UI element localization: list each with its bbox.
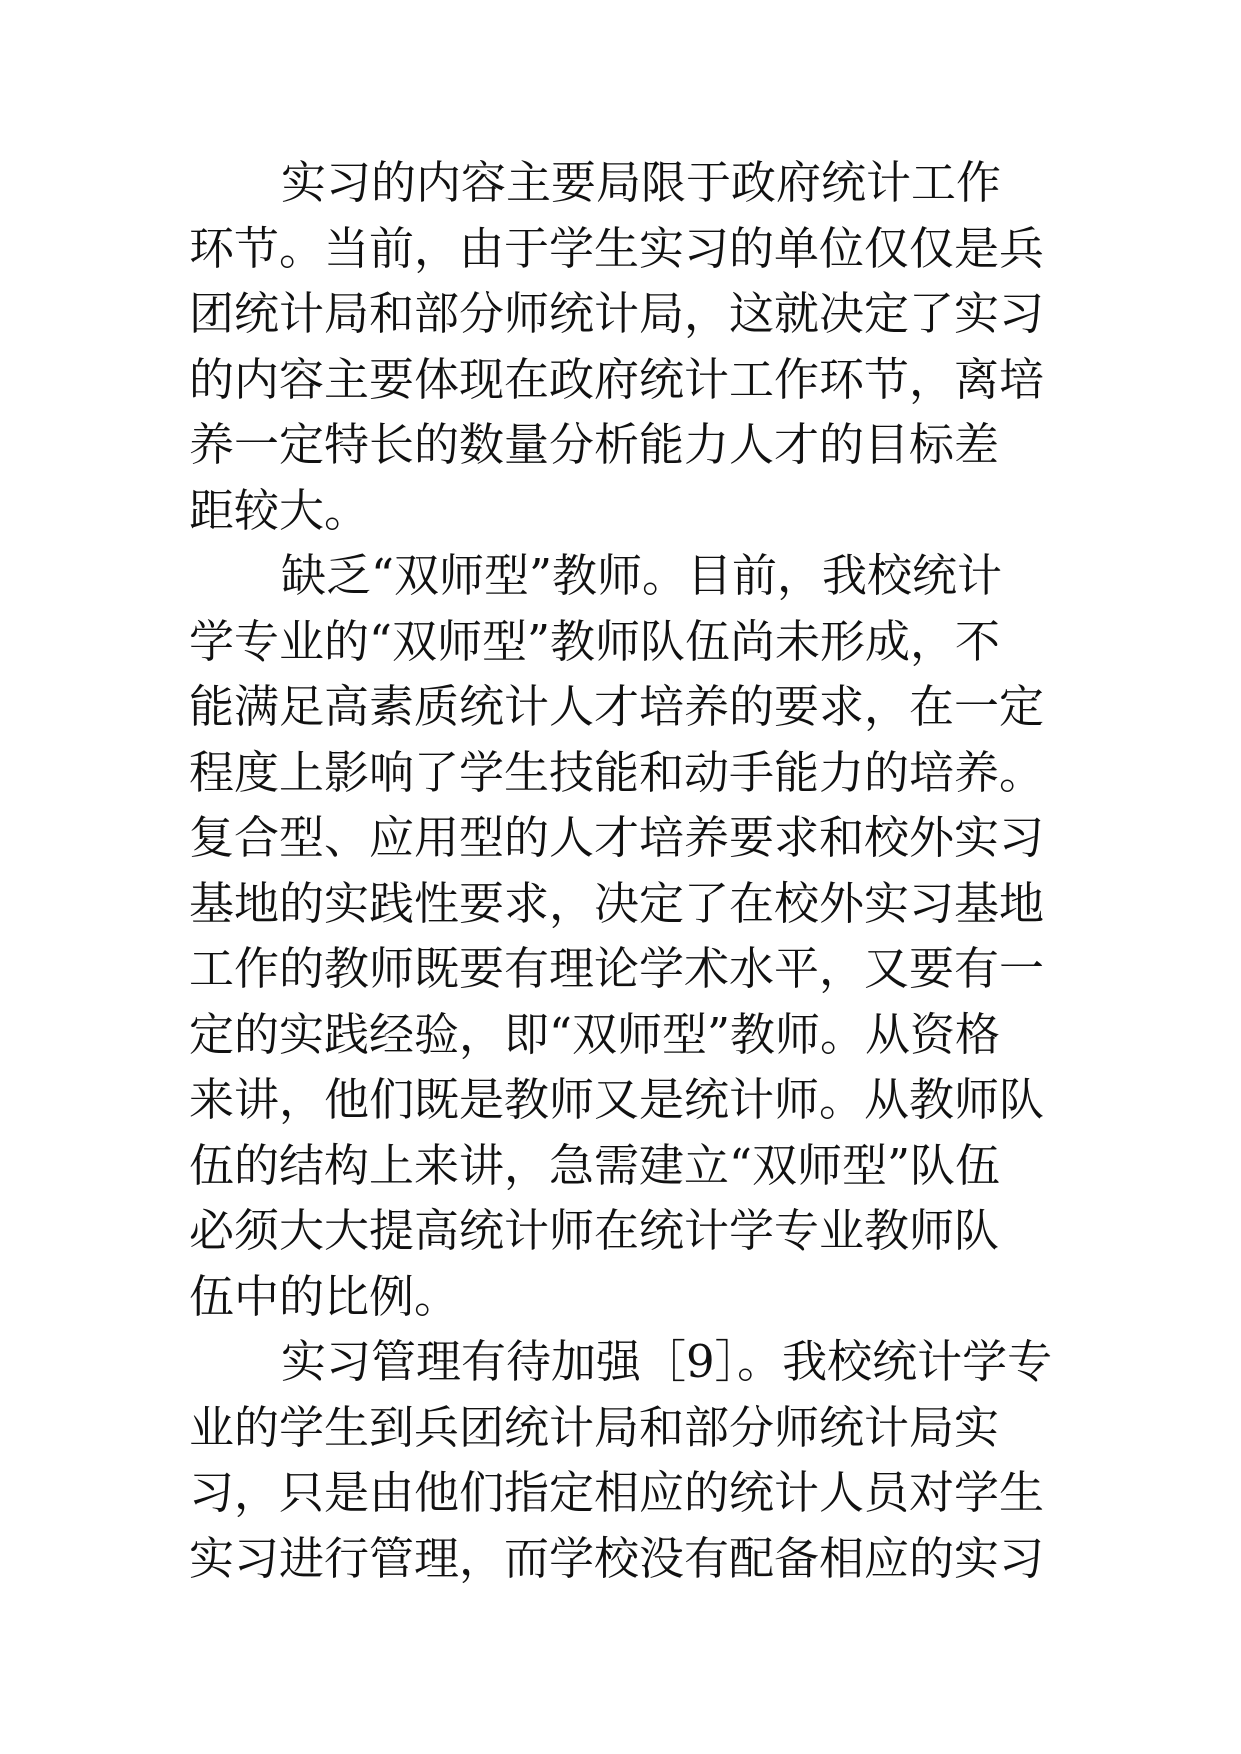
paragraph-2-line-5: 复合型、应用型的人才培养要求和校外实习 [189,811,1045,864]
paragraph-1-line-1: 实习的内容主要局限于政府统计工作 [281,156,1002,209]
paragraph-2-line-6: 基地的实践性要求，决定了在校外实习基地 [189,876,1045,930]
paragraph-2-line-1: 缺乏“双师型”教师。目前，我校统计 [281,549,1003,602]
paragraph-2-line-10: 伍的结构上来讲，急需建立“双师型”队伍 [189,1138,1001,1192]
paragraph-1-line-5: 养一定特长的数量分析能力人才的目标差 [189,418,1000,471]
paragraph-2-line-12: 伍中的比例。 [189,1269,460,1323]
paragraph-1-line-3: 团统计局和部分师统计局，这就决定了实习 [189,287,1045,340]
body-text [189,150,1069,1591]
paragraph-1-line-4: 的内容主要体现在政府统计工作环节，离培 [189,352,1045,406]
paragraph-3-line-3: 习，只是由他们指定相应的统计人员对学生 [189,1466,1045,1519]
paragraph-3-line-1: 实习管理有待加强［9］。我校统计学专 [281,1335,1053,1388]
paragraph-2-line-2: 学专业的“双师型”教师队伍尚未形成，不 [189,614,1001,668]
paragraph-2-line-11: 必须大大提高统计师在统计学专业教师队 [189,1204,1000,1257]
paragraph-3-line-2: 业的学生到兵团统计局和部分师统计局实 [189,1400,1000,1454]
paragraph-2-line-4: 程度上影响了学生技能和动手能力的培养。 [189,745,1045,799]
paragraph-1-line-2: 环节。当前，由于学生实习的单位仅仅是兵 [189,221,1045,275]
paragraph-2-line-3: 能满足高素质统计人才培养的要求，在一定 [189,680,1045,733]
paragraph-2-line-8: 定的实践经验，即“双师型”教师。从资格 [189,1007,1001,1061]
paragraph-2-line-9: 来讲，他们既是教师又是统计师。从教师队 [189,1073,1045,1126]
paragraph-2-line-7: 工作的教师既要有理论学术水平，又要有一 [189,942,1045,995]
paragraph-3-line-4: 实习进行管理，而学校没有配备相应的实习 [189,1531,1045,1585]
paragraph-1-line-6: 距较大。 [189,483,370,537]
